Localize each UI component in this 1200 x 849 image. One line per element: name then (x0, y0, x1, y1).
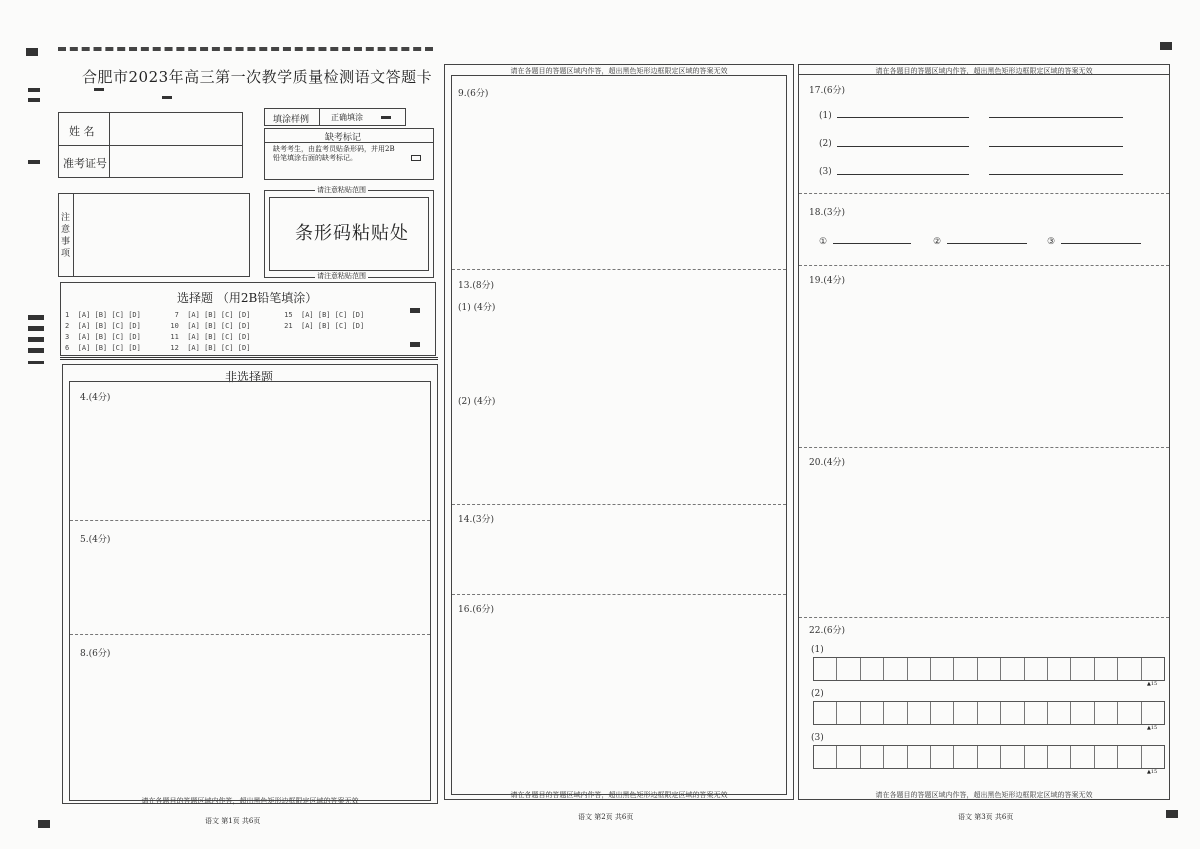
q17-3-label: (3) (819, 167, 832, 177)
absent-box (264, 128, 434, 180)
q18-item-2: ② (933, 237, 942, 247)
page2-footer: 语文 第2页 共6页 (578, 813, 634, 821)
q22-label: 22.(6分) (809, 626, 846, 636)
side-mark-1 (28, 88, 40, 92)
side-mark-6 (28, 337, 44, 342)
q13-label: 13.(8分) (458, 281, 495, 291)
q18-item-3: ③ (1047, 237, 1056, 247)
side-mark-8 (28, 361, 44, 364)
q22-2-grid[interactable] (813, 701, 1165, 725)
q16-answer-area[interactable] (456, 616, 782, 788)
choice-row-1[interactable]: 1 [A] [B] [C] [D] 7 [A] [B] [C] [D] 15 [A] [B] [C] [D] (65, 311, 365, 319)
q13-2-answer-area[interactable] (456, 408, 782, 500)
side-mark-3 (28, 160, 40, 164)
q20-label: 20.(4分) (809, 458, 846, 468)
q22-3-grid[interactable] (813, 745, 1165, 769)
filled-bubble-icon (381, 116, 391, 119)
absent-text: 缺考考生，由监考员贴条形码，并用2B铅笔填涂右面的缺考标记。 (273, 145, 395, 162)
name-field[interactable] (111, 115, 239, 143)
choice-row-2[interactable]: 2 [A] [B] [C] [D] 10 [A] [B] [C] [D] 21 [A] [B] [C] [D] (65, 322, 365, 330)
q18-label: 18.(3分) (809, 208, 846, 218)
choice-row-3[interactable]: 3 [A] [B] [C] [D] 11 [A] [B] [C] [D] (65, 333, 251, 341)
page1-bottom-notice: 请在各题目的答题区域内作答，超出黑色矩形边框限定区域的答案无效 (141, 797, 359, 805)
page3-top-notice: 请在各题目的答题区域内作答，超出黑色矩形边框限定区域的答案无效 (875, 67, 1093, 75)
q17-2-label: (2) (819, 139, 832, 149)
q17-3-line-a[interactable] (837, 174, 969, 175)
q18-line-1[interactable] (833, 243, 911, 244)
q4-label: 4.(4分) (80, 393, 111, 403)
q22-2-count: ▲15 (1147, 725, 1158, 731)
page3-bottom-notice: 请在各题目的答题区域内作答，超出黑色矩形边框限定区域的答案无效 (875, 791, 1093, 799)
title-mark-1 (94, 88, 104, 91)
q17-1-label: (1) (819, 111, 832, 121)
page1-footer: 语文 第1页 共6页 (205, 817, 261, 825)
q5-label: 5.(4分) (80, 535, 111, 545)
q22-1-label: (1) (811, 645, 824, 655)
q19-label: 19.(4分) (809, 276, 846, 286)
fill-sample-label: 填涂样例 (273, 115, 310, 125)
name-label: 姓 名 (69, 125, 95, 138)
barcode-paste-label: 条形码粘贴处 (295, 223, 409, 244)
q5-answer-area[interactable] (76, 546, 424, 634)
q22-3-count: ▲15 (1147, 769, 1158, 775)
q18-line-3[interactable] (1061, 243, 1141, 244)
q9-label: 9.(6分) (458, 89, 489, 99)
q22-2-label: (2) (811, 689, 824, 699)
q4-answer-area[interactable] (76, 404, 424, 516)
q14-label: 14.(3分) (458, 515, 495, 525)
timing-track-top (58, 47, 433, 55)
q22-3-label: (3) (811, 733, 824, 743)
notes-title: 注意事项 (61, 213, 71, 259)
side-mark-7 (28, 348, 44, 353)
barcode-top-label: 请注意粘贴范围 (317, 186, 366, 194)
corner-mark-bottom-right (1166, 810, 1178, 818)
title-mark-2 (162, 96, 172, 99)
choice-row-4[interactable]: 6 [A] [B] [C] [D] 12 [A] [B] [C] [D] (65, 344, 251, 352)
q17-label: 17.(6分) (809, 86, 846, 96)
q13-2-label: (2) (4分) (458, 397, 496, 407)
page3-frame (798, 64, 1170, 800)
q8-label: 8.(6分) (80, 649, 111, 659)
nonchoice-section (62, 364, 438, 804)
notes-box (58, 193, 250, 277)
absent-bubble[interactable] (411, 155, 421, 161)
corner-mark-bottom-left (38, 820, 50, 828)
barcode-bottom-label: 请注意粘贴范围 (317, 272, 366, 280)
page2-frame (444, 64, 794, 800)
q22-1-count: ▲15 (1147, 681, 1158, 687)
q22-1-grid[interactable] (813, 657, 1165, 681)
side-mark-5 (28, 326, 44, 331)
q13-1-answer-area[interactable] (456, 314, 782, 390)
q17-3-line-b[interactable] (989, 174, 1123, 175)
q17-2-line-a[interactable] (837, 146, 969, 147)
q13-1-label: (1) (4分) (458, 303, 496, 313)
corner-mark-top-right (1160, 42, 1172, 50)
page2-inner (451, 75, 787, 795)
corner-mark-top-left (26, 48, 38, 56)
side-mark-2 (28, 98, 40, 102)
choice-section (60, 282, 436, 356)
sheet-title: 合肥市2023年高三第一次教学质量检测语文答题卡 (82, 68, 433, 86)
q19-answer-area[interactable] (805, 287, 1163, 443)
q17-1-line-a[interactable] (837, 117, 969, 118)
fill-sample-box (264, 108, 406, 126)
id-field[interactable] (111, 147, 239, 175)
answer-area-q4-q8 (69, 381, 431, 801)
q20-answer-area[interactable] (805, 469, 1163, 615)
q14-answer-area[interactable] (456, 526, 782, 592)
q16-label: 16.(6分) (458, 605, 495, 615)
page2-bottom-notice: 请在各题目的答题区域内作答，超出黑色矩形边框限定区域的答案无效 (510, 791, 728, 799)
absent-title: 缺考标记 (325, 133, 362, 143)
barcode-area (264, 186, 434, 280)
page3-footer: 语文 第3页 共6页 (958, 813, 1014, 821)
q18-item-1: ① (819, 237, 828, 247)
section-divider (60, 357, 438, 360)
page2-top-notice: 请在各题目的答题区域内作答，超出黑色矩形边框限定区域的答案无效 (510, 67, 728, 75)
student-info-box (58, 112, 243, 178)
q17-1-line-b[interactable] (989, 117, 1123, 118)
q9-answer-area[interactable] (456, 100, 782, 266)
side-mark-4 (28, 315, 44, 320)
choice-title: 选择题 （用2B铅笔填涂） (177, 291, 318, 305)
q17-2-line-b[interactable] (989, 146, 1123, 147)
fill-sample-correct: 正确填涂 (331, 113, 363, 122)
q18-line-2[interactable] (947, 243, 1027, 244)
nonchoice-title: 非选择题 (225, 370, 274, 384)
q8-answer-area[interactable] (76, 660, 424, 796)
id-label: 准考证号 (63, 157, 107, 170)
